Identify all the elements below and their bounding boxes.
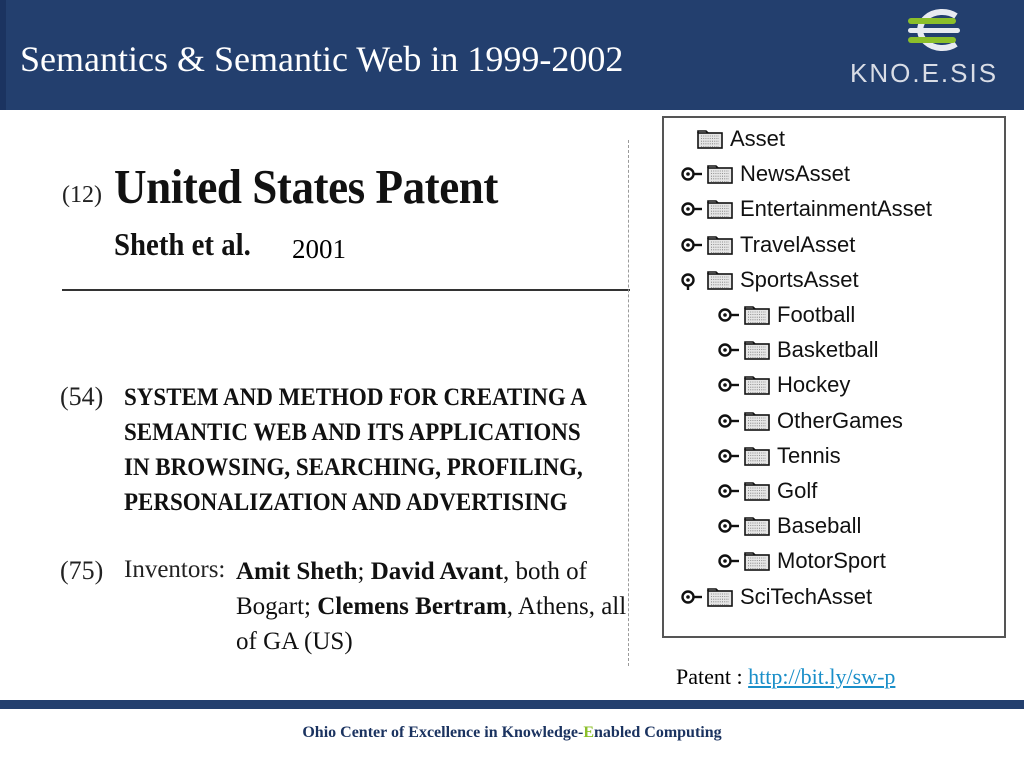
folder-icon: [706, 163, 734, 185]
patent-inventors-label: Inventors:: [124, 556, 226, 583]
collapsed-node-icon[interactable]: [680, 164, 706, 184]
patent-number-code: (12): [62, 182, 102, 208]
patent-title-line: SEMANTIC WEB AND ITS APPLICATIONS: [124, 419, 581, 446]
inventors-line-1: [236, 554, 636, 589]
tree-node-label: TravelAsset: [740, 231, 856, 257]
inventor-name: Clemens Bertram: [317, 593, 507, 620]
folder-icon: [706, 269, 734, 291]
tree-node-football[interactable]: [717, 300, 855, 330]
footer-bar: [0, 700, 1024, 709]
tree-node-label: SciTechAsset: [740, 583, 873, 609]
patent-link[interactable]: http://bit.ly/sw-p: [748, 664, 896, 689]
collapsed-node-icon[interactable]: [717, 446, 743, 466]
patent-title: [124, 380, 593, 520]
patent-year: 2001: [292, 234, 346, 264]
collapsed-node-icon[interactable]: [717, 375, 743, 395]
inventor-location: Bogart;: [236, 593, 318, 620]
footer-accent-letter: E: [583, 724, 595, 741]
inventor-location: , Athens, all: [506, 593, 627, 620]
patent-caption: [676, 664, 895, 690]
patent-heading: United States Patent: [114, 159, 498, 214]
folder-icon: [743, 374, 771, 396]
collapsed-node-icon[interactable]: [717, 481, 743, 501]
tree-node-label: Basketball: [777, 337, 879, 363]
footer-text-part: Ohio Center of Excellence in Knowledge-: [302, 724, 584, 741]
tree-node-scitechasset[interactable]: [680, 582, 872, 612]
tree-node-entertainmentasset[interactable]: [680, 194, 932, 224]
footer-text: [0, 724, 1024, 742]
asset-ontology-tree: [662, 116, 1006, 638]
tree-node-sportsasset[interactable]: [680, 265, 859, 295]
caption-prefix: Patent :: [676, 664, 749, 689]
tree-node-basketball[interactable]: [717, 335, 879, 365]
folder-icon: [743, 480, 771, 502]
patent-title-line: PERSONALIZATION AND ADVERTISING: [124, 489, 568, 516]
knoesis-logo-text: KNO.E.SIS: [850, 58, 999, 88]
patent-divider: [62, 289, 630, 291]
tree-node-label: Football: [777, 302, 856, 327]
tree-node-baseball[interactable]: [717, 511, 861, 541]
slide-title: Semantics & Semantic Web in 1999-2002: [20, 39, 624, 79]
collapsed-node-icon[interactable]: [717, 340, 743, 360]
expanded-node-icon[interactable]: [680, 270, 706, 290]
patent-title-code: (54): [60, 382, 104, 411]
folder-icon: [743, 445, 771, 467]
header-accent-strip: [0, 0, 6, 110]
inventor-separator: ;: [357, 558, 371, 585]
tree-node-hockey[interactable]: [717, 370, 850, 400]
patent-inventors: [236, 554, 636, 659]
collapsed-node-icon[interactable]: [717, 305, 743, 325]
folder-icon: [743, 410, 771, 432]
patent-authors: Sheth et al.: [114, 226, 251, 262]
tree-node-label: Baseball: [777, 513, 862, 539]
collapsed-node-icon[interactable]: [717, 516, 743, 536]
tree-node-tennis[interactable]: [717, 441, 841, 471]
footer-text-part: nabled Computing: [594, 724, 722, 741]
patent-title-line: SYSTEM AND METHOD FOR CREATING A: [124, 384, 587, 411]
collapsed-node-icon[interactable]: [717, 411, 743, 431]
collapsed-node-icon[interactable]: [717, 551, 743, 571]
inventors-line-3: of GA (US): [236, 628, 353, 655]
tree-node-othergames[interactable]: [717, 406, 903, 436]
inventors-line-2: [236, 589, 636, 624]
folder-icon: [706, 586, 734, 608]
patent-excerpt: [52, 140, 630, 666]
folder-icon: [743, 339, 771, 361]
folder-icon: [696, 128, 724, 150]
folder-icon: [743, 304, 771, 326]
tree-node-label: Tennis: [777, 442, 841, 468]
tree-node-label: Asset: [730, 126, 786, 151]
tree-node-newsasset[interactable]: [680, 159, 850, 189]
tree-node-travelasset[interactable]: [680, 230, 855, 260]
knoesis-logo-mark-icon: [894, 8, 966, 52]
collapsed-node-icon[interactable]: [680, 235, 706, 255]
tree-node-label: NewsAsset: [740, 161, 851, 187]
tree-node-label: OtherGames: [777, 407, 903, 433]
collapsed-node-icon[interactable]: [680, 587, 706, 607]
tree-node-label: Hockey: [777, 372, 851, 398]
folder-icon: [743, 515, 771, 537]
excerpt-border: [628, 140, 629, 666]
tree-node-asset[interactable]: [696, 124, 785, 154]
slide-header: [0, 0, 1024, 110]
tree-node-label: EntertainmentAsset: [740, 196, 932, 222]
tree-node-label: MotorSport: [777, 548, 886, 574]
inventor-name: David Avant: [370, 558, 503, 585]
knoesis-logo: [844, 6, 1014, 96]
collapsed-node-icon[interactable]: [680, 199, 706, 219]
patent-inventors-code: (75): [60, 556, 104, 585]
tree-node-golf[interactable]: [717, 476, 817, 506]
inventor-location: , both of: [502, 558, 587, 585]
folder-icon: [706, 198, 734, 220]
patent-title-line: IN BROWSING, SEARCHING, PROFILING,: [124, 454, 583, 481]
tree-node-label: Golf: [777, 478, 818, 503]
folder-icon: [706, 234, 734, 256]
folder-icon: [743, 550, 771, 572]
tree-node-motorsport[interactable]: [717, 546, 886, 576]
tree-node-label: SportsAsset: [740, 266, 859, 292]
inventor-name: Amit Sheth: [236, 558, 358, 585]
